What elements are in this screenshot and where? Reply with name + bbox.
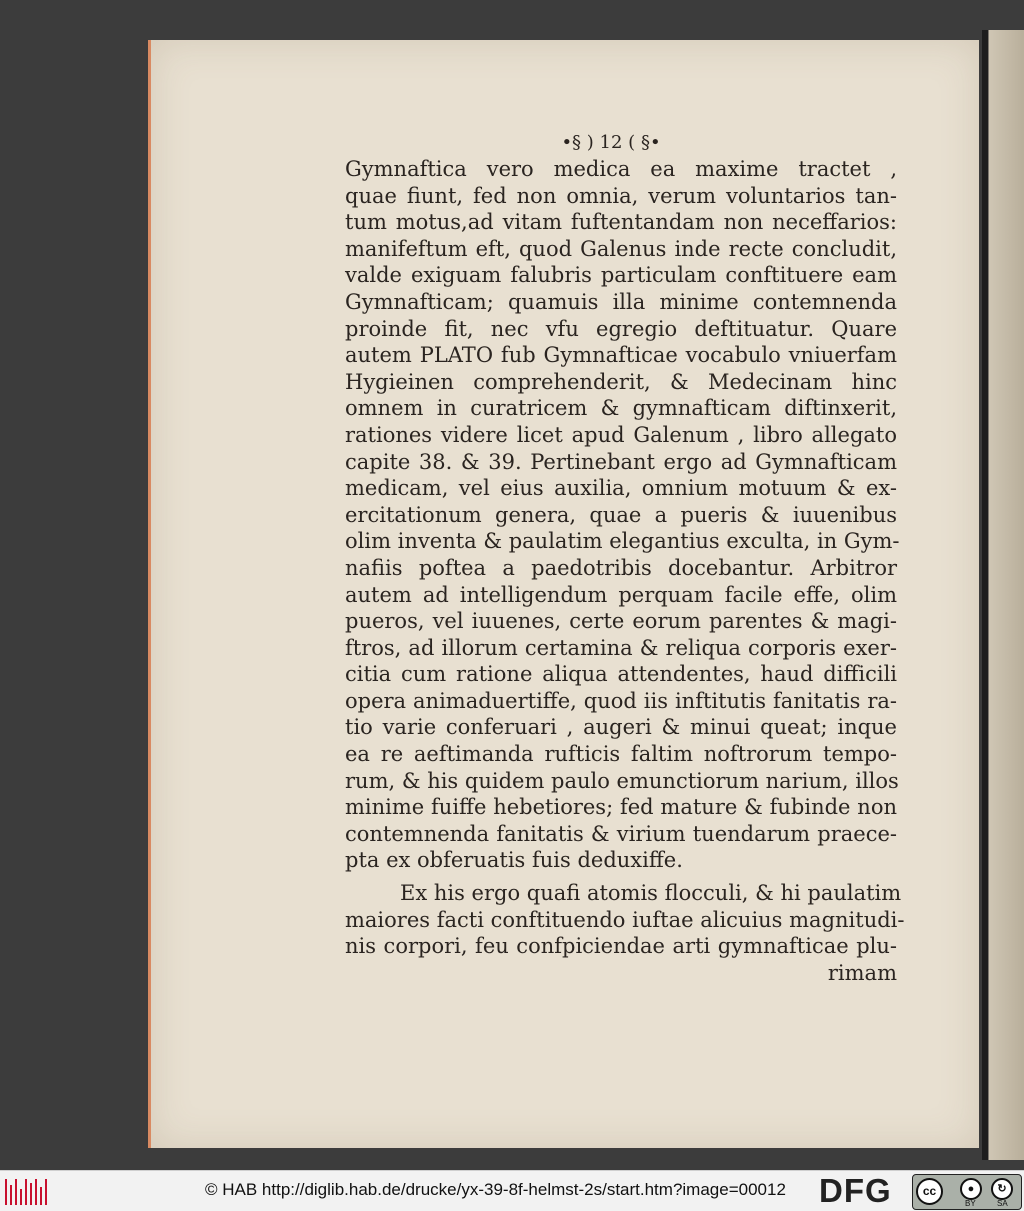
text-line: Gymnaftica vero medica ea maxime tractet ,	[345, 157, 897, 181]
text-line: nis corpori, feu confpiciendae arti gymnafticae plu-	[345, 934, 897, 959]
cc-icon: cc	[916, 1178, 943, 1205]
paragraph-1	[345, 156, 900, 874]
text-line: manifeftum eft, quod Galenus inde recte concludit,	[345, 236, 897, 261]
text-line: rationes videre licet apud Galenum , libro allegato	[345, 422, 897, 447]
person-icon: ●	[960, 1178, 982, 1200]
text-line: autem PLATO fub Gymnafticae vocabulo vniuerfam	[345, 343, 897, 368]
right-ornament: §•	[640, 132, 661, 153]
by-label: BY	[965, 1199, 976, 1208]
share-alike-icon: ↻	[991, 1178, 1013, 1200]
copyright-link[interactable]: © HAB http://diglib.hab.de/drucke/yx-39-8f-helmst-2s/start.htm?image=00012	[205, 1180, 786, 1199]
text-line: rum, & his quidem paulo emunctiorum narium, illos	[345, 768, 899, 793]
text-line: nafiis poftea a paedotribis docebantur. Arbitror	[345, 555, 897, 580]
paragraph-2	[345, 880, 905, 960]
next-page-edge	[982, 30, 1024, 1160]
text-line: ea re aeftimanda rufticis faltim noftrorum tempo-	[345, 742, 897, 767]
sa-label: SA	[997, 1199, 1008, 1208]
text-line: tum motus,ad vitam fuftentandam non neceffarios:	[345, 210, 897, 235]
page-text	[345, 132, 905, 986]
page-number: ) 12 (	[586, 132, 636, 153]
cc-license-badge[interactable]	[912, 1174, 1022, 1210]
text-line: ftros, ad illorum certamina & reliqua corporis exer-	[345, 635, 897, 660]
text-line: autem ad intelligendum perquam facile effe, olim	[345, 582, 897, 607]
footer-bar	[0, 1170, 1024, 1211]
text-line: valde exiguam falubris particulam conftituere eam	[345, 263, 897, 288]
text-line: capite 38. & 39. Pertinebant ergo ad Gymnafticam	[345, 449, 897, 474]
text-line: pta ex obferuatis fuis deduxiffe.	[345, 848, 683, 873]
text-line: maiores facti conftituendo iuftae alicuius magnitudi-	[345, 907, 905, 932]
text-line: opera animaduertiffe, quod iis inftitutis fanitatis ra-	[345, 688, 897, 713]
text-line: Ex his ergo quafi atomis flocculi, & hi paulatim	[400, 881, 902, 906]
text-line: ercitationum genera, quae a pueris & iuuenibus	[345, 502, 897, 527]
text-line: quae fiunt, fed non omnia, verum voluntarios tan-	[345, 183, 897, 208]
text-line: Hygieinen comprehenderit, & Medecinam hinc	[345, 369, 897, 394]
text-line: tio varie conferuari , augeri & minui queat; inque	[345, 715, 897, 740]
left-ornament: •§	[561, 132, 582, 153]
text-line: proinde fit, nec vfu egregio deftituatur. Quare	[345, 316, 897, 341]
text-line: pueros, vel iuuenes, certe eorum parentes & magi-	[345, 609, 897, 634]
page-header	[325, 132, 897, 156]
page-fold	[982, 30, 988, 1160]
hab-logo	[5, 1179, 47, 1205]
text-line: contemnenda fanitatis & virium tuendarum praece-	[345, 821, 897, 846]
text-line: minime fuiffe hebetiores; fed mature & fubinde non	[345, 795, 897, 820]
text-line: medicam, vel eius auxilia, omnium motuum & ex-	[345, 476, 897, 501]
text-line: omnem in curatricem & gymnafticam diftinxerit,	[345, 396, 897, 421]
catchword: rimam	[827, 960, 897, 985]
text-line: Gymnafticam; quamuis illa minime contemnenda	[345, 289, 897, 314]
dfg-logo: DFG	[819, 1172, 892, 1209]
text-line: olim inventa & paulatim elegantius exculta, in Gym-	[345, 529, 900, 554]
text-line: citia cum ratione aliqua attendentes, haud difficili	[345, 662, 897, 687]
